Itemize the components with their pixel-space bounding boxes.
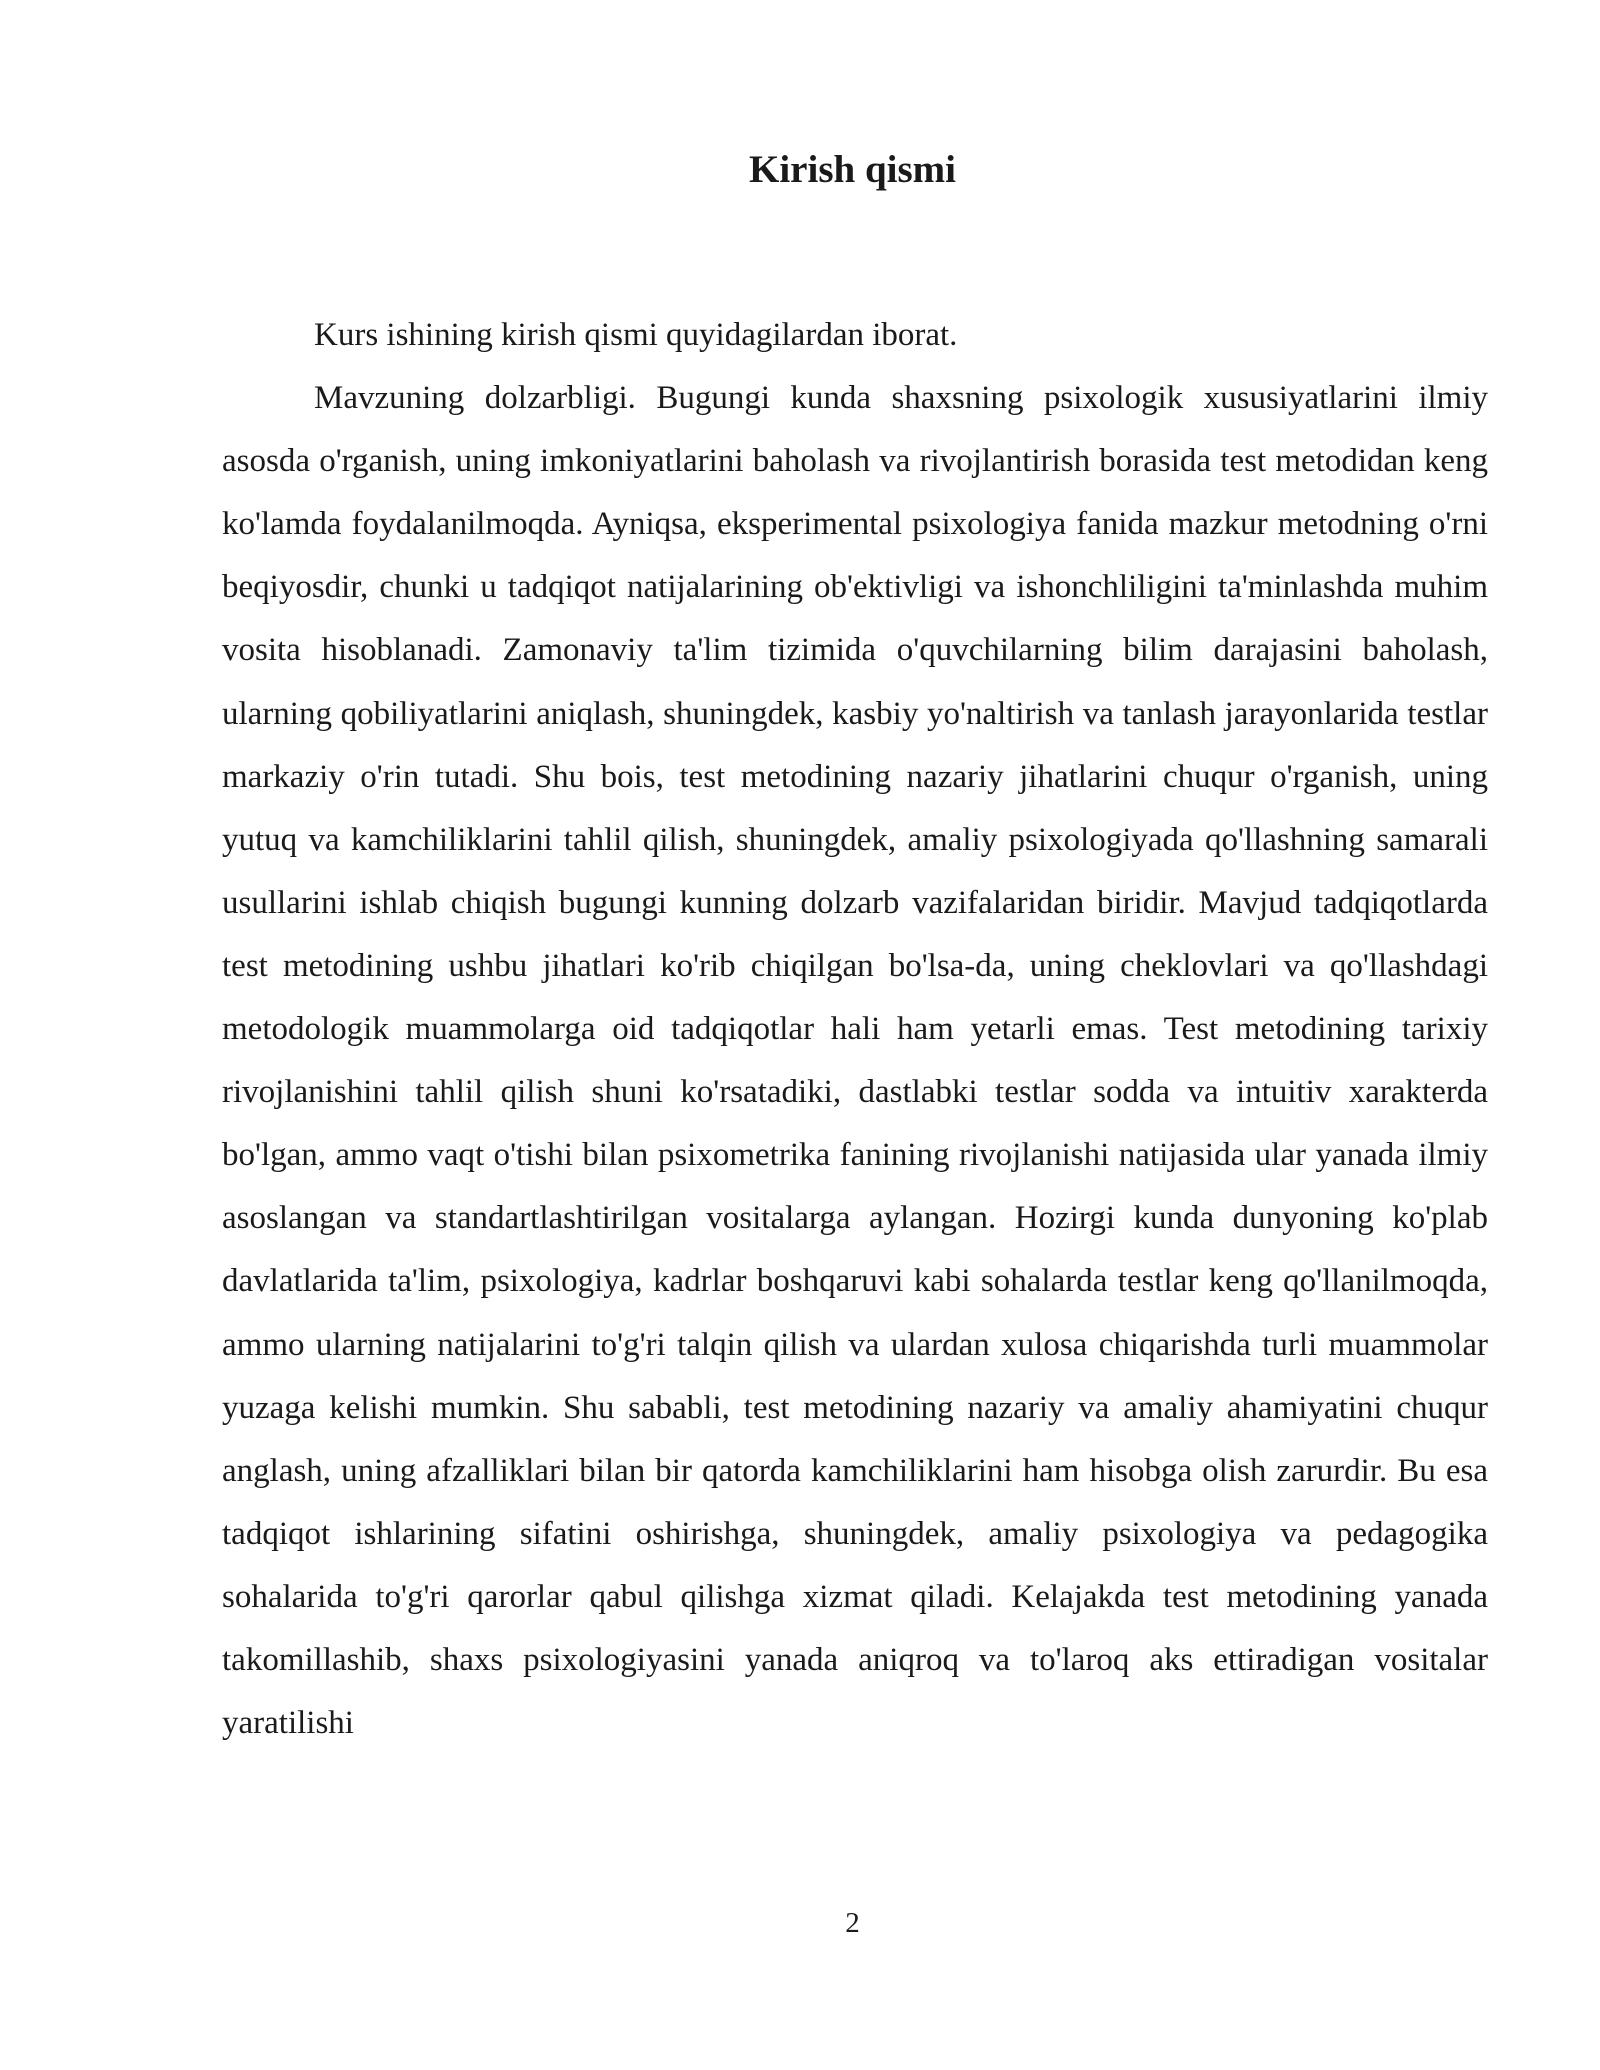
page-title: Kirish qismi xyxy=(749,148,956,191)
paragraph-relevance: Mavzuning dolzarbligi. Bugungi kunda shaxsning psixologik xususiyatlarini ilmiy asosda o'rganish, uning imkoniyatlarini baholash va rivojlantirish borasida test metodidan keng ko'lamda foydalanilmoqda. Ayniqsa, eksperimental psixologiya fanida mazkur metodning o'rni beqiyosdir, chunki u tadqiqot natijalarining ob'ektivligi va ishonchliligini ta'minlashda muhim vosita hisoblanadi. Zamonaviy ta'lim tizimida o'quvchilarning bilim darajasini baholash, ularning qobiliyatlarini aniqlash, shuningdek, kasbiy yo'naltirish va tanlash jarayonlarida testlar markaziy o'rin tutadi. Shu bois, test metodining nazariy jihatlarini chuqur o'rganish, uning yutuq va kamchiliklarini tahlil qilish, shuningdek, amaliy psixologiyada qo'llashning samarali usullarini ishlab chiqish bugungi kunning dolzarb vazifalaridan biridir. Mavjud tadqiqotlarda test metodining ushbu jihatlari ko'rib chiqilgan bo'lsa-da, uning cheklovlari va qo'llashdagi metodologik muammolarga oid tadqiqotlar hali ham yetarli emas. Test metodining tarixiy rivojlanishini tahlil qilish shuni ko'rsatadiki, dastlabki testlar sodda va intuitiv xarakterda bo'lgan, ammo vaqt o'tishi bilan psixometrika fanining rivojlanishi natijasida ular yanada ilmiy asoslangan va standartlashtirilgan vositalarga aylangan. Hozirgi kunda dunyoning ko'plab davlatlarida ta'lim, psixologiya, kadrlar boshqaruvi kabi sohalarda testlar keng qo'llanilmoqda, ammo ularning natijalarini to'g'ri talqin qilish va ulardan xulosa chiqarishda turli muammolar yuzaga kelishi mumkin. Shu sababli, test metodining nazariy va amaliy ahamiyatini chuqur anglash, uning afzalliklari bilan bir qatorda kamchiliklarini ham hisobga olish zarurdir. Bu esa tadqiqot ishlarining sifatini oshirishga, shuningdek, amaliy psixologiya va pedagogika sohalarida to'g'ri qarorlar qabul qilishga xizmat qiladi. Kelajakda test metodining yanada takomillashib, shaxs psixologiyasini yanada aniqroq va to'laroq aks ettiradigan vositalar yaratilishi xyxy=(222,380,1488,1742)
paragraph-intro: Kurs ishining kirish qismi quyidagilardan iborat. xyxy=(314,317,958,353)
document-body xyxy=(222,304,1488,1755)
page-number: 2 xyxy=(845,1907,860,1939)
